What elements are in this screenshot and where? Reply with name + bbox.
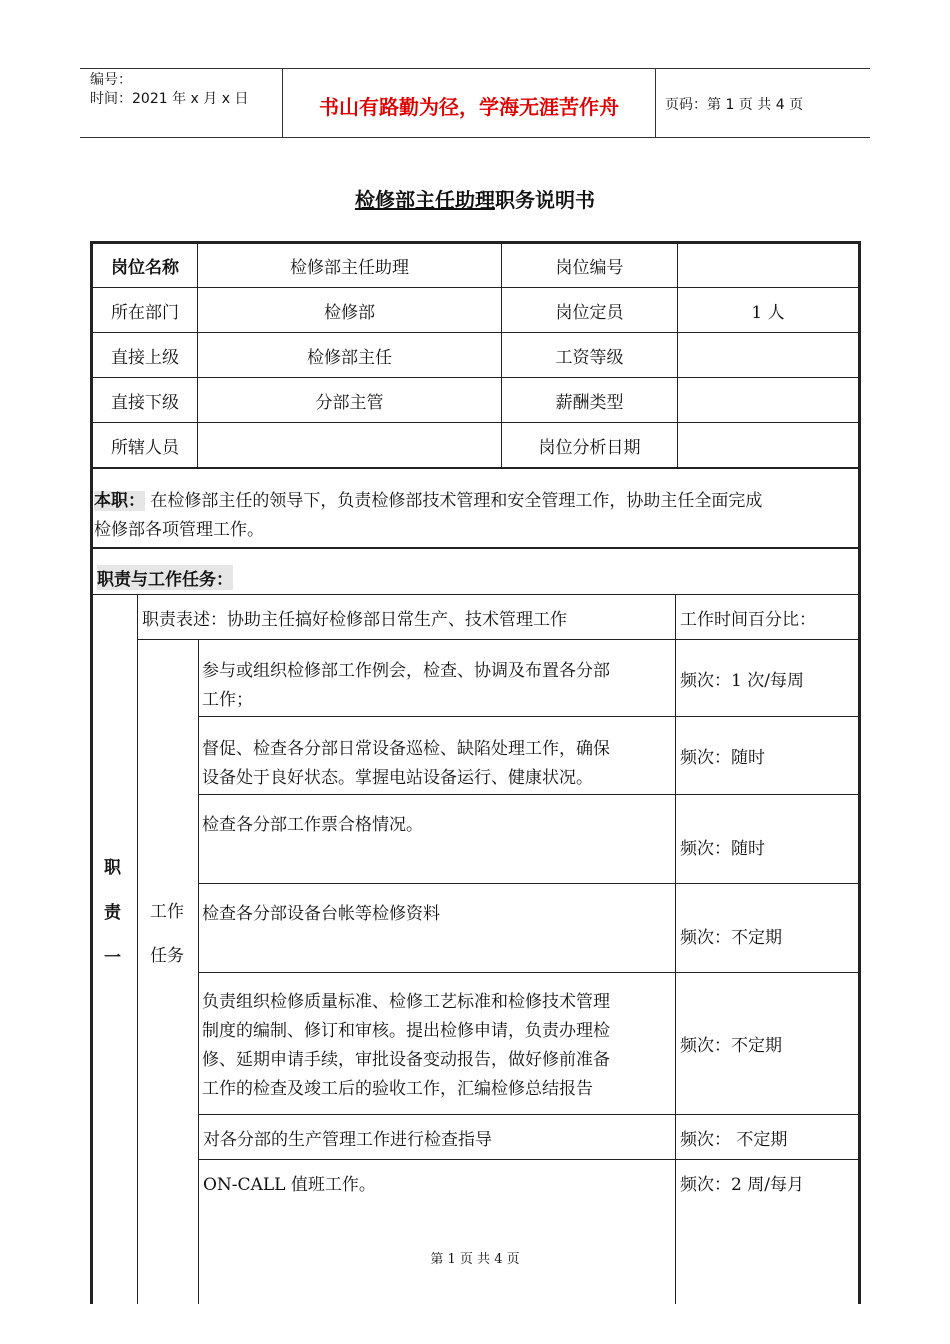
header-motto: 书山有路勤为径，学海无涯苦作舟 bbox=[319, 95, 619, 119]
label-analysis-date: 岗位分析日期 bbox=[538, 437, 641, 458]
task-item: 督促、检查各分部日常设备巡检、缺陷处理工作，确保 设备处于良好状态。掌握电站设备运行、健康状况。 bbox=[202, 739, 610, 788]
value-supervisor: 检修部主任 bbox=[307, 347, 392, 368]
page-header bbox=[80, 68, 870, 138]
task-frequency: 频次： 不定期 bbox=[680, 1129, 788, 1150]
value-staff bbox=[198, 423, 501, 467]
main-duty-text-1: 在检修部主任的领导下，负责检修部技术管理和安全管理工作，协助主任全面完成 bbox=[145, 491, 763, 511]
duty-side-char: 一 bbox=[104, 948, 121, 968]
value-analysis-date bbox=[678, 423, 858, 467]
label-department: 所在部门 bbox=[111, 302, 179, 323]
header-divider bbox=[655, 69, 656, 137]
task-item: 参与或组织检修部工作例会，检查、协调及布置各分部 工作； bbox=[202, 661, 610, 710]
main-duty-text-2: 检修部各项管理工作。 bbox=[94, 520, 264, 540]
value-headcount: 1 人 bbox=[751, 302, 785, 323]
task-frequency: 频次：1 次/每周 bbox=[680, 670, 804, 691]
title-suffix: 职务说明书 bbox=[495, 188, 595, 212]
tasks-header: 职责与工作任务： bbox=[93, 557, 233, 597]
task-frequency: 频次：不定期 bbox=[680, 927, 782, 948]
main-duty-label: 本职： bbox=[94, 491, 145, 511]
duty-side-char: 职 bbox=[104, 858, 121, 878]
label-headcount: 岗位定员 bbox=[555, 302, 624, 323]
page-footer: 第 1 页 共 4 页 bbox=[430, 1252, 520, 1267]
task-item: 对各分部的生产管理工作进行检查指导 bbox=[203, 1129, 492, 1150]
label-job-code: 岗位编号 bbox=[555, 258, 624, 278]
value-pay-type bbox=[678, 378, 858, 422]
value-subordinate: 分部主管 bbox=[315, 392, 384, 413]
task-item: 检查各分部工作票合格情况。 bbox=[202, 815, 423, 835]
header-page-info: 页码：第 1 页 共 4 页 bbox=[665, 97, 804, 113]
row-line bbox=[198, 794, 861, 795]
job-description-table bbox=[90, 241, 861, 1304]
document-title bbox=[0, 184, 950, 213]
task-item: 检查各分部设备台帐等检修资料 bbox=[202, 904, 440, 924]
row-line bbox=[90, 467, 861, 469]
col-line bbox=[137, 595, 138, 1304]
table-border bbox=[858, 241, 861, 1304]
value-department: 检修部 bbox=[324, 302, 375, 323]
value-salary-grade bbox=[678, 333, 858, 377]
task-frequency: 频次：随时 bbox=[680, 838, 765, 859]
duty-side-char: 责 bbox=[104, 903, 121, 923]
task-frequency: 频次：不定期 bbox=[680, 1036, 782, 1056]
time-percent-label: 工作时间百分比： bbox=[680, 609, 816, 630]
task-item: ON-CALL 值班工作。 bbox=[203, 1174, 376, 1195]
label-staff: 所辖人员 bbox=[111, 437, 179, 458]
label-subordinate: 直接下级 bbox=[111, 392, 179, 413]
task-label: 工作 bbox=[150, 902, 184, 922]
label-pay-type: 薪酬类型 bbox=[555, 392, 624, 413]
task-label: 任务 bbox=[150, 946, 184, 966]
duty-statement: 职责表述：协助主任搞好检修部日常生产、技术管理工作 bbox=[142, 609, 567, 630]
doc-time: 时间：2021 年 x 月 x 日 bbox=[90, 91, 249, 107]
task-frequency: 频次：2 周/每月 bbox=[680, 1174, 804, 1195]
value-job-title: 检修部主任助理 bbox=[290, 258, 409, 278]
task-frequency: 频次：随时 bbox=[680, 748, 765, 768]
value-job-code bbox=[678, 244, 858, 287]
label-salary-grade: 工资等级 bbox=[555, 347, 624, 368]
header-meta bbox=[90, 71, 248, 109]
title-position: 检修部主任助理 bbox=[355, 188, 495, 212]
row-line bbox=[90, 547, 861, 549]
main-duty bbox=[94, 487, 856, 545]
doc-number-label: 编号： bbox=[90, 72, 132, 88]
label-supervisor: 直接上级 bbox=[111, 347, 179, 368]
row-line bbox=[198, 883, 861, 884]
task-item: 负责组织检修质量标准、检修工艺标准和检修技术管理 制度的编制、修订和审核。提出检修申请，负责办理检 修、延期申请手续，审批设备变动报告，做好修前准备 工作的检查及竣工后的验收工作，汇编检修总结报告 bbox=[202, 992, 610, 1099]
label-job-title: 岗位名称 bbox=[111, 258, 179, 278]
